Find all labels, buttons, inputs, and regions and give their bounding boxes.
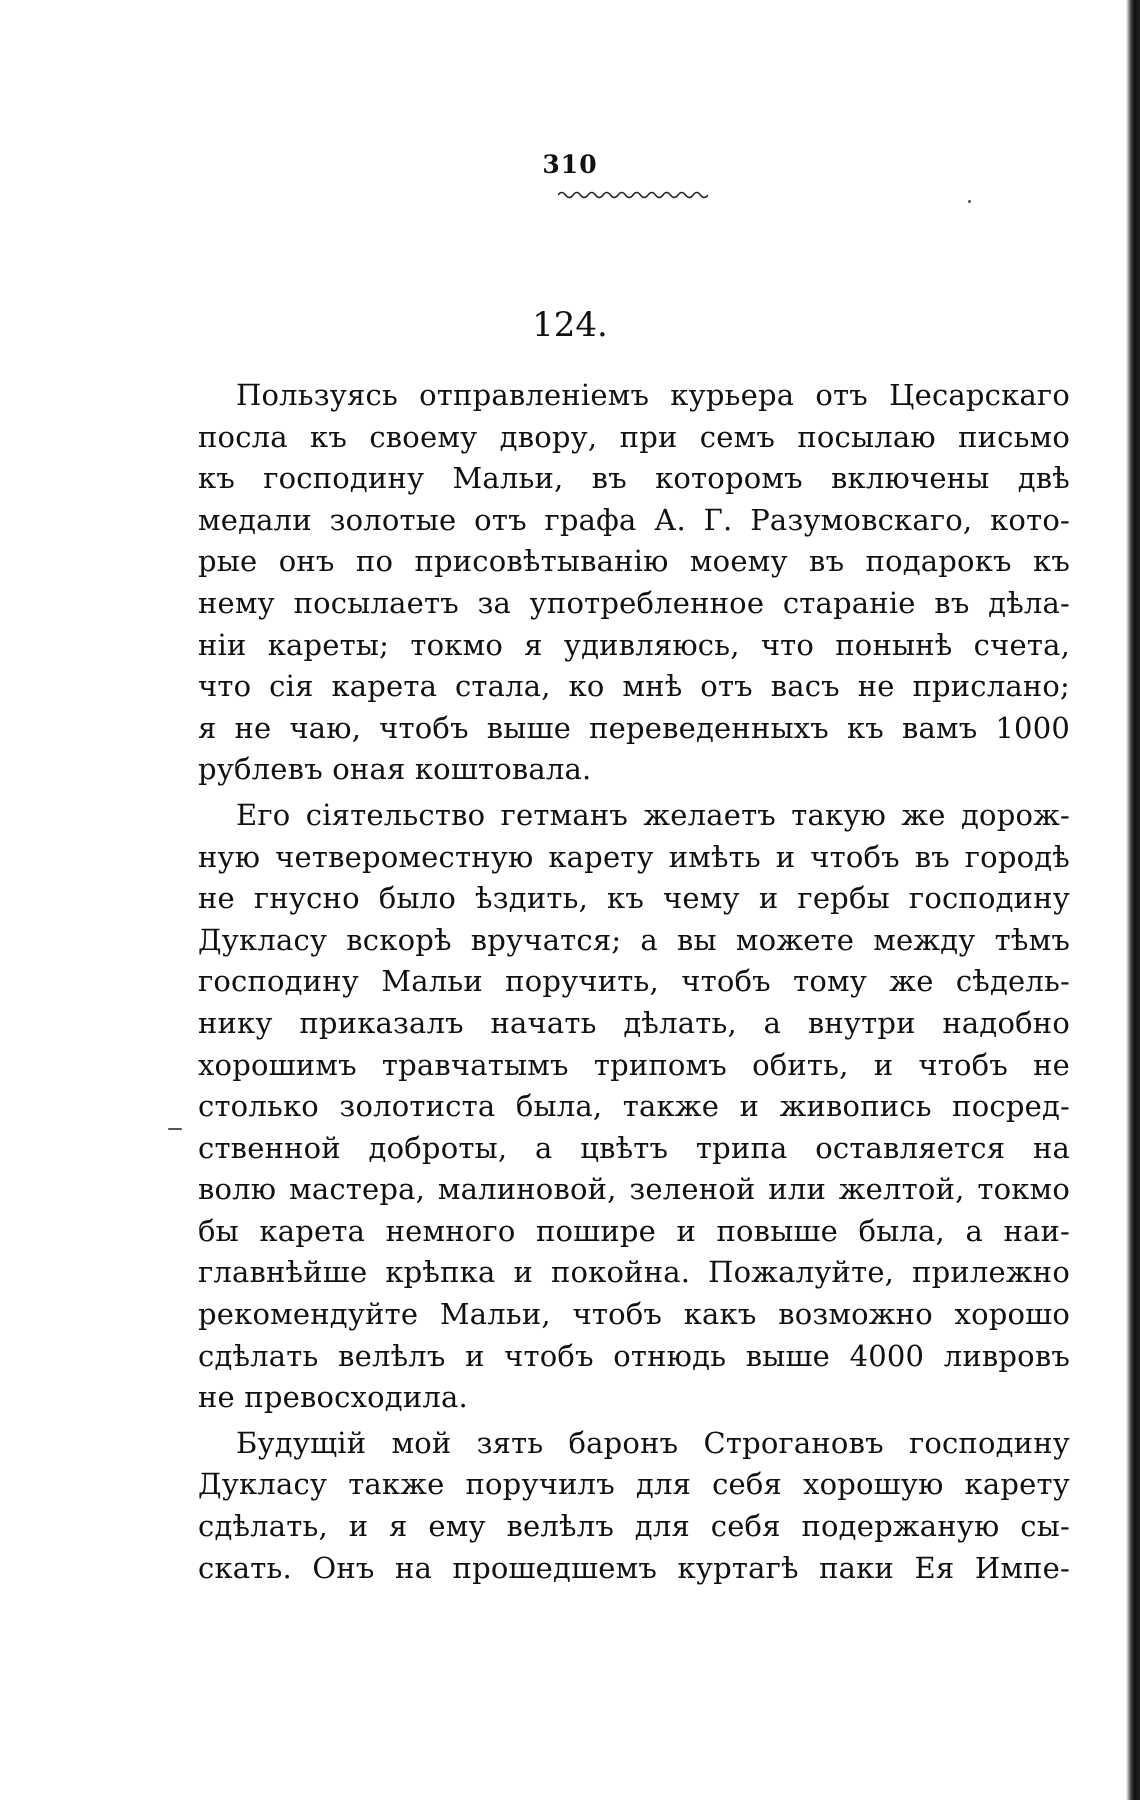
text-line: Дукласу также поручилъ для себя хорошую карету: [198, 1467, 1070, 1502]
text-line: Пользуясь отправленіемъ курьера отъ Цесарскаго: [236, 378, 1070, 412]
text-line: сдѣлать велѣлъ и чтобъ отнюдь выше 4000 ливровъ: [198, 1338, 1070, 1373]
text-line: волю мастера, малиновой, зеленой или желтой, токмо: [198, 1172, 1070, 1207]
text-line: бы карета немного пошире и повыше была, а наи-: [198, 1213, 1070, 1248]
text-line: ственной доброты, а цвѣтъ трипа оставляется на: [198, 1130, 1070, 1165]
text-line: Дукласу вскорѣ вручатся; а вы можете между тѣмъ: [198, 922, 1070, 957]
text-line: ніи кареты; токмо я удивляюсь, что понынѣ счета,: [198, 627, 1070, 662]
text-line: главнѣйше крѣпка и покойна. Пожалуйте, прилежно: [198, 1255, 1070, 1290]
letter-body: [198, 375, 1070, 1589]
text-line: посла къ своему двору, при семъ посылаю письмо: [198, 419, 1070, 454]
text-line: господину Мальи поручить, чтобъ тому же сѣдель-: [198, 964, 1070, 999]
print-speck: [968, 200, 971, 203]
paragraph-2: [198, 795, 1070, 1419]
text-line: что сія карета стала, ко мнѣ отъ васъ не прислано;: [198, 669, 1070, 704]
ornamental-rule: [558, 190, 708, 200]
text-line: къ господину Мальи, въ которомъ включены двѣ: [198, 461, 1070, 496]
text-line: Его сіятельство гетманъ желаетъ такую же дорож-: [236, 797, 1070, 832]
text-line: нему посылаетъ за употребленное стараніе въ дѣла-: [198, 585, 1070, 620]
text-line: нику приказалъ начать дѣлать, а внутри надобно: [198, 1005, 1070, 1040]
paragraph-3: [198, 1423, 1070, 1589]
text-line: рублевъ оная коштовала.: [198, 752, 592, 787]
text-line: столько золотиста была, также и живопись посред-: [198, 1089, 1070, 1124]
page-number: 310: [542, 150, 598, 179]
text-line: медали золотые отъ графа А. Г. Разумовскаго, кото-: [198, 502, 1070, 537]
text-line: рые онъ по присовѣтыванію моему въ подарокъ къ: [198, 544, 1070, 579]
page-edge-shadow: [1126, 0, 1140, 1800]
text-line: не превосходила.: [198, 1380, 468, 1415]
text-line: не гнусно было ѣздить, къ чему и гербы господину: [198, 881, 1070, 916]
text-line: хорошимъ травчатымъ трипомъ обить, и чтобъ не: [198, 1047, 1070, 1082]
text-line: сдѣлать, и я ему велѣлъ для себя подержаную сы-: [198, 1509, 1070, 1544]
text-line: ную четвероместную карету имѣть и чтобъ въ городѣ: [198, 839, 1070, 874]
text-line: я не чаю, чтобъ выше переведенныхъ къ вамъ 1000: [198, 710, 1070, 745]
section-number: 124.: [532, 305, 608, 345]
text-line: скать. Онъ на прошедшемъ куртагѣ паки Ея Импе-: [198, 1550, 1070, 1585]
text-line: Будущій мой зять баронъ Строгановъ господину: [236, 1425, 1070, 1460]
print-speck: [168, 1128, 182, 1130]
paragraph-1: [198, 375, 1070, 791]
text-line: рекомендуйте Мальи, чтобъ какъ возможно хорошо: [198, 1297, 1070, 1332]
